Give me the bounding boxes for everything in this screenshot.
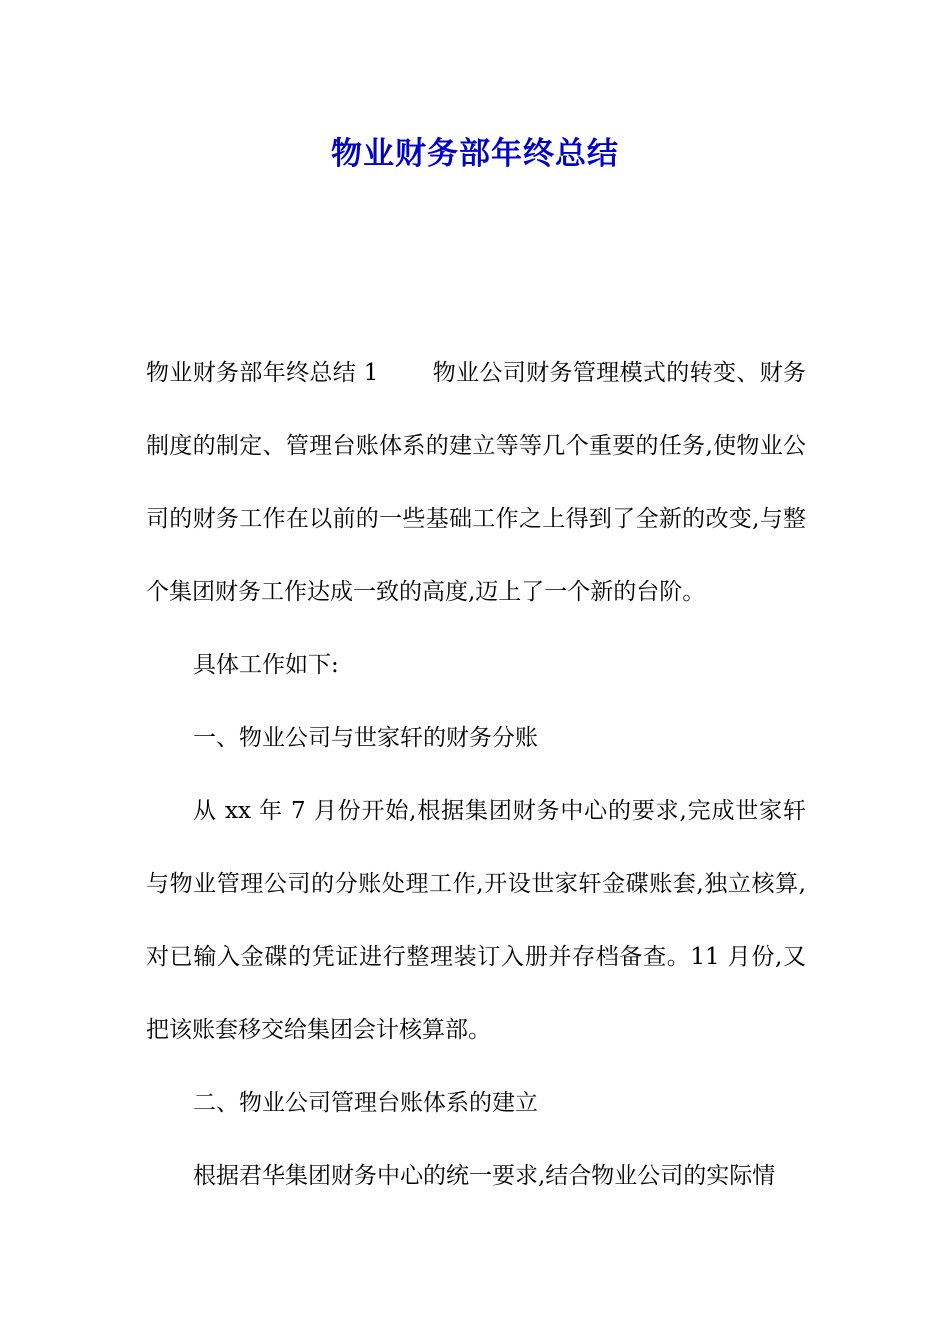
document-title: 物业财务部年终总结 [331, 136, 619, 172]
intro-text: 物业公司财务管理模式的转变、财务制度的制定、管理台账体系的建立等等几个重要的任务,使物业公司的财务工作在以前的一些基础工作之上得到了全新的改变,与整个集团财务工作达成一致的高度,迈上了一个新的台阶。 [146, 360, 807, 605]
intro-paragraph [146, 337, 806, 629]
paragraph-work-intro: 具体工作如下: [193, 652, 339, 678]
paragraph-section-1: 从 xx 年 7 月份开始,根据集团财务中心的要求,完成世家轩与物业管理公司的分账处理工作,开设世家轩金碟账套,独立核算,对已输入金碟的凭证进行整理装订入册并存档备查。11 月份,又把该账套移交给集团会计核算部。 [146, 798, 806, 1043]
paragraph-section-2: 根据君华集团财务中心的统一要求,结合物业公司的实际情 [193, 1163, 776, 1189]
document-body [146, 337, 806, 1213]
section-heading-1: 一、物业公司与世家轩的财务分账 [193, 725, 538, 751]
intro-heading: 物业财务部年终总结 1 [146, 360, 379, 386]
section-heading-2: 二、物业公司管理台账体系的建立 [193, 1090, 538, 1116]
